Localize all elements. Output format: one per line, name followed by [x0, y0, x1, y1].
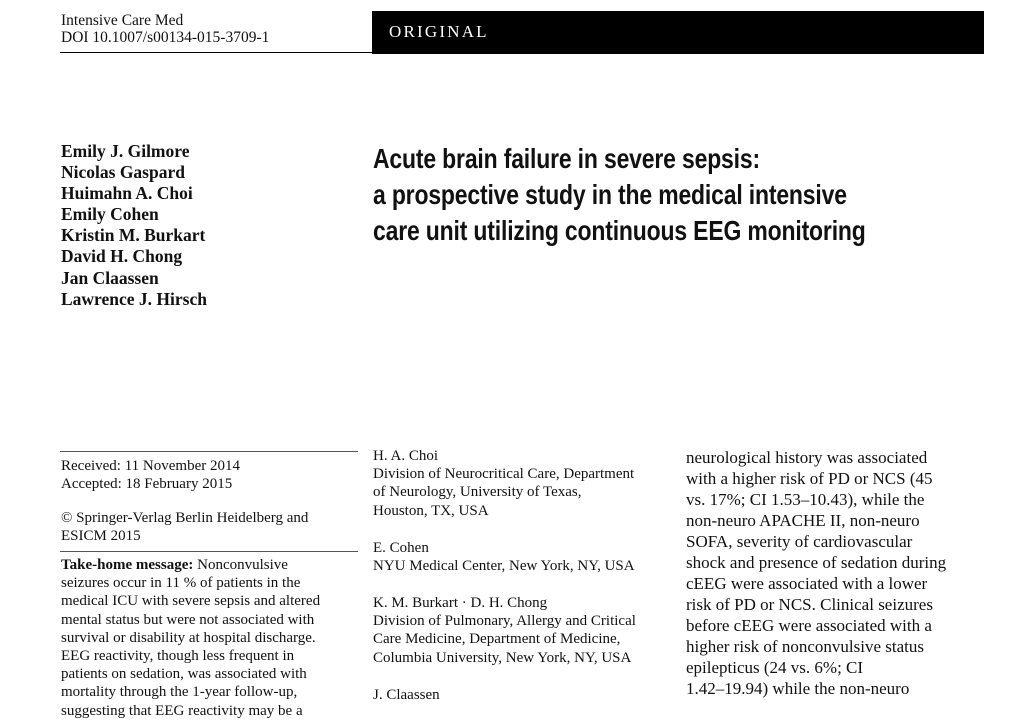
affiliation-line: Division of Pulmonary, Allergy and Critical: [373, 613, 636, 630]
author: Lawrence J. Hirsch: [61, 288, 207, 309]
article-type-bar: [372, 11, 984, 54]
article-title: [373, 141, 866, 249]
author: Emily J. Gilmore: [61, 141, 190, 161]
copyright-notice: [61, 509, 308, 545]
author: Kristin M. Burkart: [61, 225, 206, 246]
affiliation-names: E. Cohen: [373, 540, 429, 556]
affiliation-line: Houston, TX, USA: [373, 502, 489, 519]
journal-header: [61, 12, 269, 46]
abstract-line: cEEG were associated with a lower: [686, 574, 928, 593]
copyright-line: ESICM 2015: [61, 528, 141, 545]
title-line: care unit utilizing continuous EEG monitoring: [373, 215, 866, 246]
affiliation-line: Division of Neurocritical Care, Department: [373, 466, 635, 483]
abstract-line: non-neuro APACHE II, non-neuro: [686, 511, 920, 530]
article-dates: [61, 457, 240, 493]
abstract-line: before cEEG were associated with a: [686, 616, 932, 635]
abstract-line: neurological history was associated: [686, 448, 928, 467]
received-date: Received: 11 November 2014: [61, 458, 240, 474]
take-home-line: medical ICU with severe sepsis and altered: [61, 593, 321, 610]
affiliation-claassen: [373, 686, 440, 704]
article-type-label: ORIGINAL: [389, 22, 489, 41]
abstract-line: risk of PD or NCS. Clinical seizures: [686, 595, 933, 614]
affiliation-choi: [373, 447, 634, 520]
take-home-line: mortality through the 1-year follow-up,: [61, 684, 298, 701]
author: Emily Cohen: [61, 204, 159, 225]
divider-rule: [60, 551, 358, 552]
affiliation-line: NYU Medical Center, New York, NY, USA: [373, 558, 635, 575]
take-home-message: [61, 556, 320, 720]
affiliation-line: Columbia University, New York, NY, USA: [373, 649, 632, 666]
doi[interactable]: DOI 10.1007/s00134-015-3709-1: [61, 29, 270, 46]
take-home-line: mental status but were not associated with: [61, 611, 315, 628]
abstract-line: vs. 17%; CI 1.53–10.43), while the: [686, 490, 925, 509]
affiliation-burkart-chong: [373, 594, 636, 667]
divider-rule: [60, 451, 358, 452]
author: David H. Chong: [61, 246, 183, 267]
copyright-line: © Springer-Verlag Berlin Heidelberg and: [61, 510, 309, 526]
accepted-date: Accepted: 18 February 2015: [61, 476, 233, 493]
take-home-label: Take-home message:: [61, 557, 194, 573]
title-line: Acute brain failure in severe sepsis:: [373, 143, 760, 174]
author: Jan Claassen: [61, 267, 159, 288]
abstract-line: epilepticus (24 vs. 6%; CI: [686, 658, 864, 677]
abstract-text: [686, 447, 946, 699]
abstract-line: SOFA, severity of cardiovascular: [686, 532, 913, 551]
abstract-line: higher risk of nonconvulsive status: [686, 637, 924, 656]
affiliation-names: K. M. Burkart · D. H. Chong: [373, 595, 548, 611]
take-home-text: Nonconvulsive: [193, 557, 288, 573]
affiliation-line: of Neurology, University of Texas,: [373, 484, 582, 501]
take-home-line: suggesting that EEG reactivity may be a: [61, 702, 303, 719]
journal-name: Intensive Care Med: [61, 12, 184, 29]
take-home-line: patients on sedation, was associated with: [61, 666, 307, 683]
take-home-line: seizures occur in 11 % of patients in the: [61, 575, 301, 592]
affiliation-names: J. Claassen: [373, 687, 440, 703]
abstract-line: with a higher risk of PD or NCS (45: [686, 469, 933, 488]
affiliation-names: H. A. Choi: [373, 448, 439, 464]
author-list: [61, 141, 207, 310]
affiliation-line: Care Medicine, Department of Medicine,: [373, 631, 621, 648]
affiliation-cohen: [373, 539, 635, 575]
header-rule: [60, 52, 372, 53]
abstract-line: shock and presence of sedation during: [686, 553, 947, 572]
take-home-first-line: [61, 556, 320, 574]
take-home-line: survival or disability at hospital discharge.: [61, 629, 316, 646]
abstract-line: 1.42–19.94) while the non-neuro: [686, 679, 910, 698]
author: Huimahn A. Choi: [61, 183, 193, 204]
author: Nicolas Gaspard: [61, 162, 185, 183]
title-line: a prospective study in the medical intensive: [373, 179, 847, 210]
take-home-line: EEG reactivity, though less frequent in: [61, 648, 295, 665]
